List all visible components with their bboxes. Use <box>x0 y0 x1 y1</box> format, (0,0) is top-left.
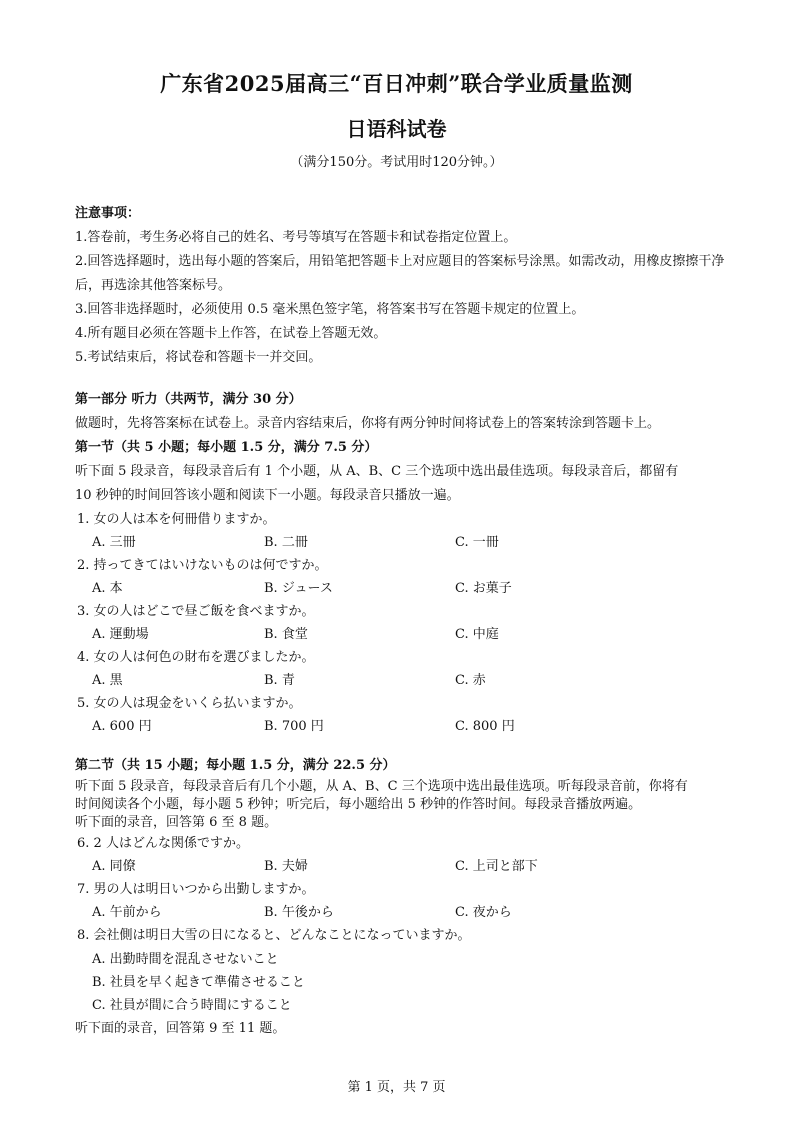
question-options <box>75 856 747 878</box>
page-title: 广东省2025届高三“百日冲刺”联合学业质量监测 <box>160 71 633 96</box>
option-b: B. 午後から <box>264 905 334 920</box>
exam-content <box>75 202 747 1041</box>
notice-heading: 注意事项： <box>75 206 141 221</box>
option-b: B. 青 <box>264 673 295 688</box>
section1-block <box>75 436 747 738</box>
question-text: 1. 女の人は本を何冊借りますか。 <box>77 512 276 527</box>
option-a: A. 600 円 <box>92 719 152 734</box>
option-a: A. 本 <box>92 581 123 596</box>
question-text: 7. 男の人は明日いつから出勤しますか。 <box>77 882 315 897</box>
section1-instruction: 听下面 5 段录音，每段录音后有 1 个小题，从 A、B、C 三个选项中选出最佳选项。每段录音后，都留有 <box>75 464 679 479</box>
question-options <box>75 902 747 924</box>
exam-info: （满分150分。考试用时120分钟。） <box>290 155 503 170</box>
option-c: C. 一冊 <box>455 535 499 550</box>
notice-item: 4.所有题目必须在答题卡上作答，在试卷上答题无效。 <box>75 326 387 341</box>
question-text: 6. 2 人はどんな関係ですか。 <box>77 836 249 851</box>
question-options <box>75 670 747 692</box>
notice-item: 3.回答非选择题时，必须使用 0.5 毫米黑色签字笔，将答案书写在答题卡规定的位置上。 <box>75 302 585 317</box>
option-a: A. 午前から <box>92 905 162 920</box>
option-c: C. 赤 <box>455 673 486 688</box>
page-footer: 第 1 页，共 7 页 <box>347 1080 446 1095</box>
question-text: 3. 女の人はどこで昼ご飯を食べますか。 <box>77 604 315 619</box>
option-b: B. 社員を早く起きて準備させること <box>92 975 305 990</box>
section2-lead: 听下面的录音，回答第 9 至 11 题。 <box>75 1021 286 1036</box>
option-b: B. 食堂 <box>264 627 308 642</box>
option-a: A. 運動場 <box>92 627 149 642</box>
option-c: C. 中庭 <box>455 627 499 642</box>
question-options <box>75 578 747 600</box>
section1-heading: 第一节（共 5 小题；每小题 1.5 分，满分 7.5 分） <box>75 440 378 455</box>
section2-block <box>75 754 747 1041</box>
option-a: A. 同僚 <box>92 859 136 874</box>
question-text: 4. 女の人は何色の財布を選びましたか。 <box>77 650 315 665</box>
option-c: C. 800 円 <box>455 719 515 734</box>
section2-instruction: 时间阅读各个小题，每小题 5 秒钟；听完后，每小题给出 5 秒钟的作答时间。每段录音播放两遍。 <box>75 797 642 812</box>
part1-block <box>75 388 747 436</box>
notice-item: 5.考试结束后，将试卷和答题卡一并交回。 <box>75 350 322 365</box>
section2-instruction: 听下面 5 段录音，每段录音后有几个小题，从 A、B、C 三个选项中选出最佳选项。听每段录音前，你将有 <box>75 779 688 794</box>
option-b: B. 700 円 <box>264 719 324 734</box>
option-c: C. 夜から <box>455 905 512 920</box>
option-a: A. 出勤時間を混乱させないこと <box>92 952 279 967</box>
question-text: 2. 持ってきてはいけないものは何ですか。 <box>77 558 328 573</box>
page-subtitle: 日语科试卷 <box>346 117 447 141</box>
part1-heading: 第一部分 听力（共两节，满分 30 分） <box>75 392 302 407</box>
question-options <box>75 532 747 554</box>
option-b: B. ジュース <box>264 581 333 596</box>
question-text: 8. 会社側は明日大雪の日になると、どんなことになっていますか。 <box>77 928 471 943</box>
notice-item: 1.答卷前，考生务必将自己的姓名、考号等填写在答题卡和试卷指定位置上。 <box>75 230 517 245</box>
notice-item: 2.回答选择题时，选出每小题的答案后，用铅笔把答题卡上对应题目的答案标号涂黑。如需改动，用橡皮擦擦干净后，再选涂其他答案标号。 <box>75 254 725 293</box>
option-c: C. 上司と部下 <box>455 859 538 874</box>
question-options <box>75 716 747 738</box>
notice-block <box>75 202 747 370</box>
question-text: 5. 女の人は現金をいくら払いますか。 <box>77 696 302 711</box>
option-b: B. 夫婦 <box>264 859 308 874</box>
section2-lead: 听下面的录音，回答第 6 至 8 题。 <box>75 815 278 830</box>
section1-instruction: 10 秒钟的时间回答该小题和阅读下一小题。每段录音只播放一遍。 <box>75 488 460 503</box>
option-c: C. お菓子 <box>455 581 512 596</box>
part1-instruction: 做题时，先将答案标在试卷上。录音内容结束后，你将有两分钟时间将试卷上的答案转涂到答题卡上。 <box>75 416 661 431</box>
question-options <box>75 624 747 646</box>
section2-heading: 第二节（共 15 小题；每小题 1.5 分，满分 22.5 分） <box>75 758 396 773</box>
option-a: A. 三冊 <box>92 535 136 550</box>
option-a: A. 黒 <box>92 673 123 688</box>
option-b: B. 二冊 <box>264 535 308 550</box>
option-c: C. 社員が間に合う時間にすること <box>92 998 292 1013</box>
